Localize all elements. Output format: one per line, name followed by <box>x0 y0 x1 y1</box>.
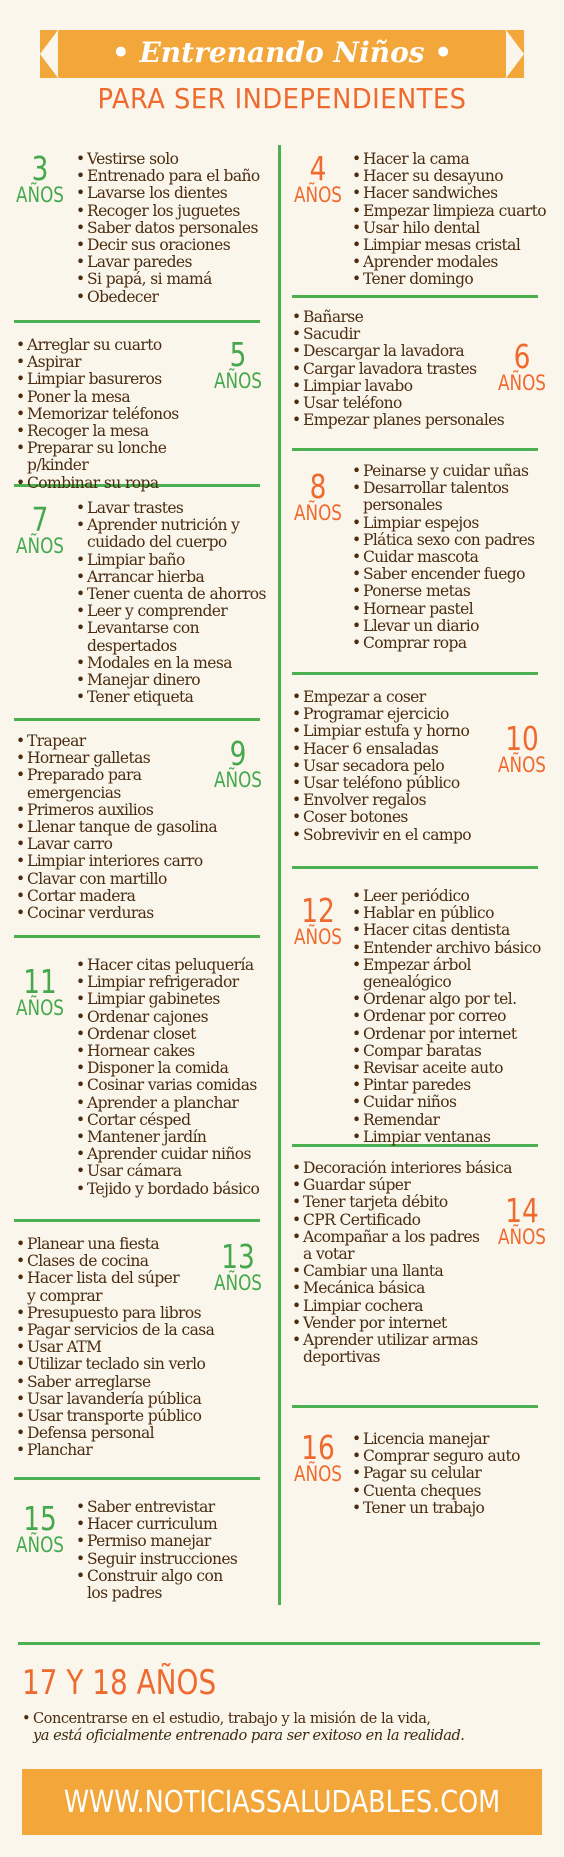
divider-line <box>292 672 538 675</box>
list-item: • Empezar planes personales <box>292 412 512 429</box>
age-9-list <box>16 733 236 922</box>
age-label: AÑOS <box>498 371 546 395</box>
list-item: • Cargar lavadora trastes <box>292 361 512 378</box>
list-item: • Clavar con martillo <box>16 871 236 888</box>
age-number: 9 <box>229 734 247 773</box>
title-banner <box>58 30 506 120</box>
age-number: 11 <box>23 962 57 1001</box>
list-item: • Empezar árbol genealógico <box>352 957 562 991</box>
list-item: • Usar teléfono público <box>292 775 492 792</box>
age-number: 5 <box>229 335 247 374</box>
age-14-heading <box>492 1191 552 1249</box>
age-7-heading <box>10 500 70 558</box>
list-item: • Envolver regalos <box>292 792 492 809</box>
list-item: • Hornear cakes <box>76 1043 276 1060</box>
list-item: • Cosinar varias comidas <box>76 1077 276 1094</box>
age-8-heading <box>288 467 348 525</box>
list-item: • Leer y comprender <box>76 603 276 620</box>
age-number: 16 <box>301 1428 335 1467</box>
list-item: • Pintar paredes <box>352 1077 562 1094</box>
list-item: • Limpiar ventanas <box>352 1129 562 1146</box>
list-item: • Manejar dinero <box>76 672 276 689</box>
list-item: • Hacer citas peluquería <box>76 957 276 974</box>
list-item: • Ordenar closet <box>76 1026 276 1043</box>
divider-line <box>14 935 260 938</box>
list-item: • Limpiar cochera <box>292 1298 512 1315</box>
age-label: AÑOS <box>214 768 262 792</box>
age-number: 6 <box>513 337 531 376</box>
banner-ribbon <box>58 30 506 78</box>
list-item: • Pagar servicios de la casa <box>16 1322 236 1339</box>
list-item: • Limpiar lavabo <box>292 378 512 395</box>
divider-line <box>292 448 538 451</box>
list-item: • Coser botones <box>292 809 492 826</box>
list-item: • Aprender nutrición y cuidado del cuerpo <box>76 517 276 551</box>
divider-line <box>14 718 260 721</box>
age-label: AÑOS <box>294 183 342 207</box>
list-item: • Tener cuenta de ahorros <box>76 586 276 603</box>
age-6-heading <box>492 337 552 395</box>
final-section-text <box>22 1710 542 1744</box>
list-item: • Limpiar gabinetes <box>76 991 276 1008</box>
list-item: • Llevar un diario <box>352 618 558 635</box>
list-item: • Limpiar interiores carro <box>16 853 236 870</box>
age-8-list <box>352 463 558 652</box>
list-item: • Llenar tanque de gasolina <box>16 819 236 836</box>
list-item: • Acompañar a los padres a votar <box>292 1229 512 1263</box>
list-item: • Remendar <box>352 1112 562 1129</box>
age-7-list <box>76 500 276 706</box>
age-label: AÑOS <box>16 183 64 207</box>
list-item: • Modales en la mesa <box>76 655 276 672</box>
age-number: 15 <box>23 1499 57 1538</box>
list-item: • Aprender cuidar niños <box>76 1146 276 1163</box>
list-item: • Cambiar una llanta <box>292 1263 512 1280</box>
divider-line <box>292 1405 538 1408</box>
list-item: • Limpiar espejos <box>352 515 558 532</box>
age-11-list <box>76 957 276 1198</box>
list-item: • Limpiar baño <box>76 552 276 569</box>
list-item: • Recoger los juguetes <box>76 203 266 220</box>
list-item: • Saber datos personales <box>76 220 266 237</box>
list-item: • Tener tarjeta débito <box>292 1194 512 1211</box>
age-number: 13 <box>221 1237 255 1276</box>
list-item: • Hacer citas dentista <box>352 922 562 939</box>
list-item: • Aprender modales <box>352 254 558 271</box>
age-14-list <box>292 1160 512 1366</box>
list-item: • Arreglar su cuarto <box>16 337 216 354</box>
list-item: • Usar lavandería pública <box>16 1391 236 1408</box>
list-item: • Descargar la lavadora <box>292 343 512 360</box>
age-10-heading <box>492 719 552 777</box>
age-15-list <box>76 1499 276 1602</box>
list-item: • Hacer la cama <box>352 151 558 168</box>
list-item: • Vestirse solo <box>76 151 266 168</box>
list-item: • Tener etiqueta <box>76 689 276 706</box>
list-item: • Hacer su desayuno <box>352 168 558 185</box>
age-label: AÑOS <box>498 1225 546 1249</box>
list-item: • Programar ejercicio <box>292 706 492 723</box>
list-item: • Utilizar teclado sin verlo <box>16 1356 236 1373</box>
list-item: • Usar cámara <box>76 1163 276 1180</box>
list-item: • Cocinar verduras <box>16 905 236 922</box>
divider-line <box>14 1477 260 1480</box>
list-item: • Trapear <box>16 733 236 750</box>
age-10-list <box>292 689 492 844</box>
list-item: • Limpiar refrigerador <box>76 974 276 991</box>
age-12-list <box>352 888 562 1146</box>
list-item: • Hablar en público <box>352 905 562 922</box>
list-item: • Ordenar por internet <box>352 1026 562 1043</box>
list-item: • Tener domingo <box>352 271 558 288</box>
list-item: • Cuenta cheques <box>352 1483 558 1500</box>
list-item: • Limpiar mesas cristal <box>352 237 558 254</box>
list-item: • Poner la mesa <box>16 389 216 406</box>
age-16-list <box>352 1431 558 1517</box>
list-item: • Hacer lista del súper y comprar <box>16 1270 236 1304</box>
list-item: • Hornear galletas <box>16 750 236 767</box>
list-item: • Defensa personal <box>16 1425 236 1442</box>
age-number: 7 <box>31 500 49 539</box>
age-label: AÑOS <box>294 501 342 525</box>
list-item: • Mantener jardín <box>76 1129 276 1146</box>
list-item: • Mecánica básica <box>292 1280 512 1297</box>
page-title: • Entrenando Niños • <box>111 36 453 69</box>
age-label: AÑOS <box>16 996 64 1020</box>
list-item: • Limpiar estufa y horno <box>292 723 492 740</box>
list-item: • Seguir instrucciones <box>76 1551 276 1568</box>
list-item: • Arrancar hierba <box>76 569 276 586</box>
list-item: • Ponerse metas <box>352 583 558 600</box>
age-number: 12 <box>301 891 335 930</box>
list-item: • Empezar a coser <box>292 689 492 706</box>
list-item: • Si papá, si mamá <box>76 271 266 288</box>
list-item: • Licencia manejar <box>352 1431 558 1448</box>
list-item: • Memorizar teléfonos <box>16 406 216 423</box>
age-16-heading <box>288 1428 348 1486</box>
list-item: • Obedecer <box>76 289 266 306</box>
center-divider <box>278 145 281 1605</box>
list-item: • Usar transporte público <box>16 1408 236 1425</box>
list-item: • Recoger la mesa <box>16 423 216 440</box>
list-item: • Lavarse los dientes <box>76 185 266 202</box>
age-9-heading <box>208 734 268 792</box>
list-item: • Aprender a planchar <box>76 1095 276 1112</box>
list-item: • Revisar aceite auto <box>352 1060 562 1077</box>
divider-line <box>292 295 538 298</box>
list-item: • Lavar paredes <box>76 254 266 271</box>
footer-banner <box>22 1769 542 1835</box>
list-item: • Limpiar basureros <box>16 371 216 388</box>
list-item: • Sacudir <box>292 326 512 343</box>
final-line-2: ya está oficialmente entrenado para ser exitoso en la realidad. <box>33 1727 465 1744</box>
list-item: • Saber entrevistar <box>76 1499 276 1516</box>
list-item: • Planear una fiesta <box>16 1236 236 1253</box>
list-item: • Cortar césped <box>76 1112 276 1129</box>
list-item: • Saber arreglarse <box>16 1374 236 1391</box>
list-item: • Clases de cocina <box>16 1253 236 1270</box>
age-6-list <box>292 309 512 429</box>
page-subtitle: PARA SER INDEPENDIENTES <box>97 82 467 115</box>
list-item: • Hornear pastel <box>352 601 558 618</box>
age-5-heading <box>208 335 268 393</box>
age-label: AÑOS <box>214 1271 262 1295</box>
final-section-title: 17 Y 18 AÑOS <box>22 1663 217 1703</box>
list-item: • Leer periódico <box>352 888 562 905</box>
divider-line <box>18 1642 540 1645</box>
list-item: • Construir algo con los padres <box>76 1568 276 1602</box>
list-item: • Usar teléfono <box>292 395 512 412</box>
list-item: • Lavar trastes <box>76 500 276 517</box>
list-item: • Primeros auxilios <box>16 802 236 819</box>
list-item: • Ordenar cajones <box>76 1009 276 1026</box>
list-item: • Vender por internet <box>292 1315 512 1332</box>
age-13-list <box>16 1236 236 1460</box>
age-3-heading <box>10 149 70 207</box>
list-item: • Permiso manejar <box>76 1533 276 1550</box>
age-label: AÑOS <box>214 369 262 393</box>
list-item: • Sobrevivir en el campo <box>292 827 492 844</box>
age-label: AÑOS <box>16 534 64 558</box>
list-item: • Ordenar algo por tel. <box>352 991 562 1008</box>
list-item: • Decir sus oraciones <box>76 237 266 254</box>
final-line-1: • Concentrarse en el estudio, trabajo y la misión de la vida, <box>22 1710 542 1727</box>
list-item: • Cortar madera <box>16 888 236 905</box>
list-item: • Tener un trabajo <box>352 1500 558 1517</box>
list-item: • Cuidar mascota <box>352 549 558 566</box>
list-item: • Comprar ropa <box>352 635 558 652</box>
age-number: 14 <box>505 1191 539 1230</box>
list-item: • Plática sexo con padres <box>352 532 558 549</box>
age-13-heading <box>208 1237 268 1295</box>
age-number: 4 <box>309 149 327 188</box>
age-number: 10 <box>505 719 539 758</box>
age-5-list <box>16 337 216 492</box>
list-item: • Entrenado para el baño <box>76 168 266 185</box>
list-item: • Presupuesto para libros <box>16 1305 236 1322</box>
list-item: • Disponer la comida <box>76 1060 276 1077</box>
list-item: • Usar secadora pelo <box>292 758 492 775</box>
list-item: • Preparar su lonche p/kinder <box>16 440 216 474</box>
age-number: 3 <box>31 149 49 188</box>
list-item: • CPR Certificado <box>292 1212 512 1229</box>
list-item: • Usar hilo dental <box>352 220 558 237</box>
list-item: • Cuidar niños <box>352 1094 562 1111</box>
list-item: • Combinar su ropa <box>16 475 216 492</box>
age-number: 8 <box>309 467 327 506</box>
list-item: • Planchar <box>16 1442 236 1459</box>
list-item: • Peinarse y cuidar uñas <box>352 463 558 480</box>
list-item: • Ordenar por correo <box>352 1008 562 1025</box>
list-item: • Hacer curriculum <box>76 1516 276 1533</box>
list-item: • Levantarse con despertados <box>76 620 276 654</box>
footer-url[interactable]: WWW.NOTICIASSALUDABLES.COM <box>63 1785 501 1820</box>
list-item: • Aspirar <box>16 354 216 371</box>
divider-line <box>14 1219 260 1222</box>
age-label: AÑOS <box>16 1533 64 1557</box>
age-12-heading <box>288 891 348 949</box>
list-item: • Preparado para emergencias <box>16 767 236 801</box>
list-item: • Hacer 6 ensaladas <box>292 741 492 758</box>
age-15-heading <box>10 1499 70 1557</box>
list-item: • Entender archivo básico <box>352 940 562 957</box>
list-item: • Bañarse <box>292 309 512 326</box>
divider-line <box>14 320 260 323</box>
list-item: • Usar ATM <box>16 1339 236 1356</box>
list-item: • Pagar su celular <box>352 1465 558 1482</box>
list-item: • Compar baratas <box>352 1043 562 1060</box>
list-item: • Comprar seguro auto <box>352 1448 558 1465</box>
list-item: • Aprender utilizar armas deportivas <box>292 1332 512 1366</box>
list-item: • Hacer sandwiches <box>352 185 558 202</box>
age-label: AÑOS <box>294 1462 342 1486</box>
list-item: • Guardar súper <box>292 1177 512 1194</box>
list-item: • Desarrollar talentos personales <box>352 480 558 514</box>
divider-line <box>292 866 538 869</box>
list-item: • Empezar limpieza cuarto <box>352 203 558 220</box>
age-11-heading <box>10 962 70 1020</box>
list-item: • Lavar carro <box>16 836 236 853</box>
list-item: • Tejido y bordado básico <box>76 1181 276 1198</box>
age-label: AÑOS <box>498 753 546 777</box>
list-item: • Saber encender fuego <box>352 566 558 583</box>
age-label: AÑOS <box>294 925 342 949</box>
age-4-heading <box>288 149 348 207</box>
list-item: • Decoración interiores básica <box>292 1160 512 1177</box>
age-3-list <box>76 151 266 306</box>
age-4-list <box>352 151 558 289</box>
